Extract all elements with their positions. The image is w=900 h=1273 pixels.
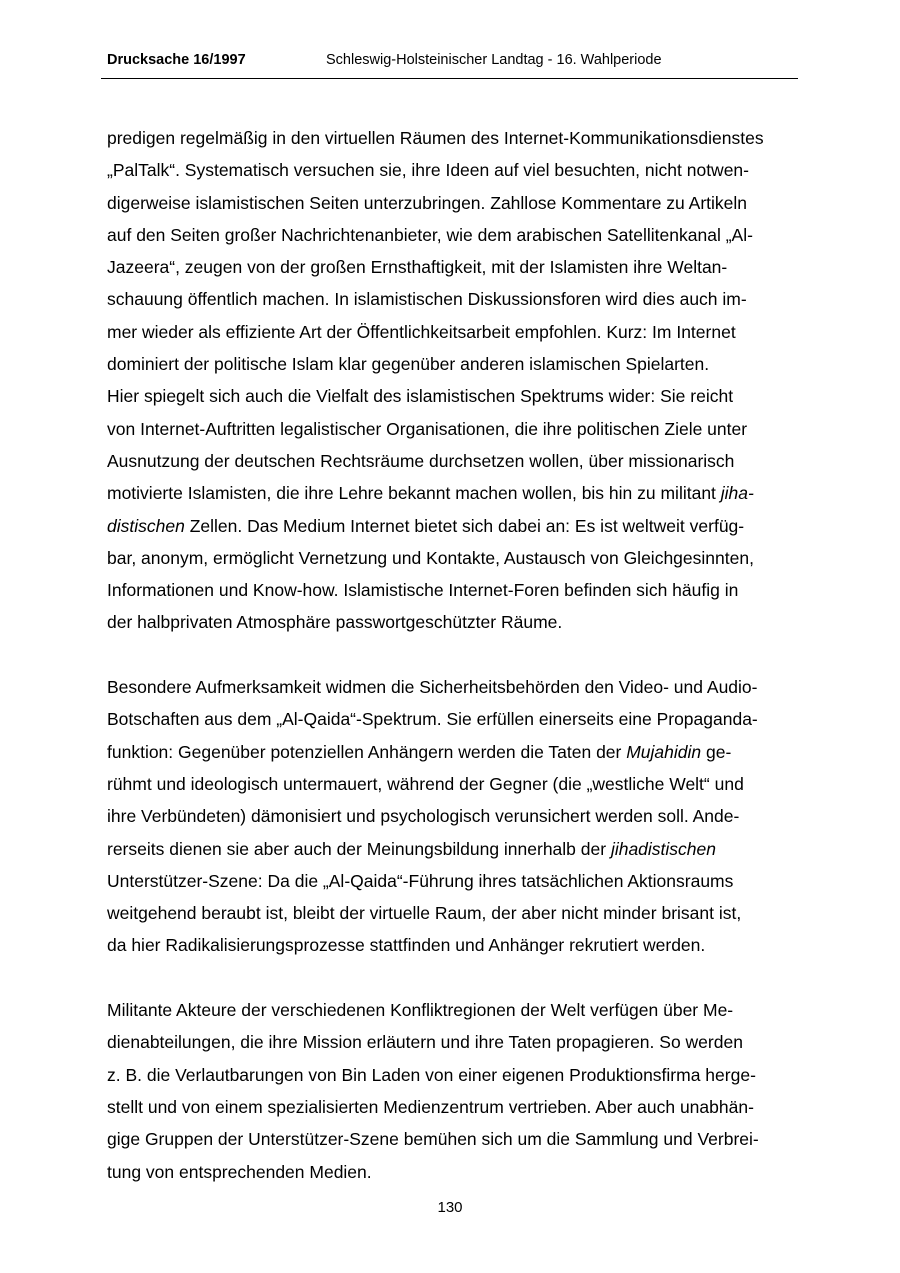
text-line: „PalTalk“. Systematisch versuchen sie, ihre Ideen auf viel besuchten, nicht notwen- bbox=[107, 160, 749, 181]
paragraph bbox=[107, 122, 797, 639]
text-line: Unterstützer-Szene: Da die „Al-Qaida“-Führung ihres tatsächlichen Aktionsraums bbox=[107, 870, 734, 891]
document-number: Drucksache 16/1997 bbox=[107, 52, 246, 68]
text-line: Besondere Aufmerksamkeit widmen die Sicherheitsbehörden den Video- und Audio- bbox=[107, 677, 758, 698]
body-text bbox=[107, 122, 797, 1188]
text-line: predigen regelmäßig in den virtuellen Räumen des Internet-Kommunikationsdienstes bbox=[107, 128, 764, 148]
text-line: distischen Zellen. Das Medium Internet bietet sich dabei an: Es ist weltweit verfüg- bbox=[107, 515, 745, 536]
text-line: dominiert der politische Islam klar gegenüber anderen islamischen Spielarten. bbox=[107, 354, 710, 375]
italic-term: jihadistischen bbox=[610, 838, 716, 859]
text-line: gige Gruppen der Unterstützer-Szene bemühen sich um die Sammlung und Verbrei- bbox=[107, 1129, 759, 1150]
page-header bbox=[101, 52, 798, 79]
text-line: Militante Akteure der verschiedenen Konfliktregionen der Welt verfügen über Me- bbox=[107, 1000, 734, 1021]
text-line: digerweise islamistischen Seiten unterzubringen. Zahllose Kommentare zu Artikeln bbox=[107, 192, 748, 213]
text-line: auf den Seiten großer Nachrichtenanbieter, wie dem arabischen Satellitenkanal „Al- bbox=[107, 224, 753, 245]
text-line: Jazeera“, zeugen von der großen Ernsthaftigkeit, mit der Islamisten ihre Weltan- bbox=[107, 257, 728, 278]
italic-term: distischen bbox=[107, 515, 185, 536]
text-line: Informationen und Know-how. Islamistische Internet-Foren befinden sich häufig in bbox=[107, 580, 739, 601]
text-line: mer wieder als effiziente Art der Öffentlichkeitsarbeit empfohlen. Kurz: Im Internet bbox=[107, 321, 736, 342]
page-number: 130 bbox=[437, 1199, 463, 1216]
italic-term: jiha- bbox=[720, 483, 754, 504]
text-line: Hier spiegelt sich auch die Vielfalt des islamistischen Spektrums wider: Sie reicht bbox=[107, 386, 734, 407]
text-line: weitgehend beraubt ist, bleibt der virtuelle Raum, der aber nicht minder brisant ist, bbox=[107, 903, 742, 924]
text-line: Botschaften aus dem „Al-Qaida“-Spektrum. Sie erfüllen einerseits eine Propaganda- bbox=[107, 709, 758, 730]
text-line: tung von entsprechenden Medien. bbox=[107, 1161, 372, 1182]
text-line: ihre Verbündeten) dämonisiert und psychologisch verunsichert werden soll. Ande- bbox=[107, 806, 740, 827]
text-line: der halbprivaten Atmosphäre passwortgeschützter Räume. bbox=[107, 612, 563, 633]
text-line: funktion: Gegenüber potenziellen Anhängern werden die Taten der Mujahidin ge- bbox=[107, 741, 732, 762]
text-line: motivierte Islamisten, die ihre Lehre bekannt machen wollen, bis hin zu militant jiha- bbox=[107, 483, 754, 504]
text-line: da hier Radikalisierungsprozesse stattfinden und Anhänger rekrutiert werden. bbox=[107, 935, 706, 956]
paragraph bbox=[107, 671, 797, 962]
paragraph-spacer bbox=[107, 639, 797, 671]
italic-term: Mujahidin bbox=[626, 741, 702, 762]
text-line: bar, anonym, ermöglicht Vernetzung und Kontakte, Austausch von Gleichgesinnten, bbox=[107, 547, 754, 568]
text-line: rühmt und ideologisch untermauert, während der Gegner (die „westliche Welt“ und bbox=[107, 773, 744, 794]
text-line: schauung öffentlich machen. In islamistischen Diskussionsforen wird dies auch im- bbox=[107, 289, 747, 310]
paragraph-spacer bbox=[107, 962, 797, 994]
header-title: Schleswig-Holsteinischer Landtag - 16. Wahlperiode bbox=[326, 52, 662, 68]
text-line: z. B. die Verlautbarungen von Bin Laden von einer eigenen Produktionsfirma herge- bbox=[107, 1064, 756, 1085]
text-line: stellt und von einem spezialisierten Medienzentrum vertrieben. Aber auch unabhän- bbox=[107, 1096, 754, 1117]
paragraph bbox=[107, 994, 797, 1188]
text-line: Ausnutzung der deutschen Rechtsräume durchsetzen wollen, über missionarisch bbox=[107, 450, 735, 471]
text-line: dienabteilungen, die ihre Mission erläutern und ihre Taten propagieren. So werden bbox=[107, 1032, 743, 1053]
text-line: von Internet-Auftritten legalistischer Organisationen, die ihre politischen Ziele unter bbox=[107, 418, 748, 439]
text-line: rerseits dienen sie aber auch der Meinungsbildung innerhalb der jihadistischen bbox=[107, 838, 716, 859]
